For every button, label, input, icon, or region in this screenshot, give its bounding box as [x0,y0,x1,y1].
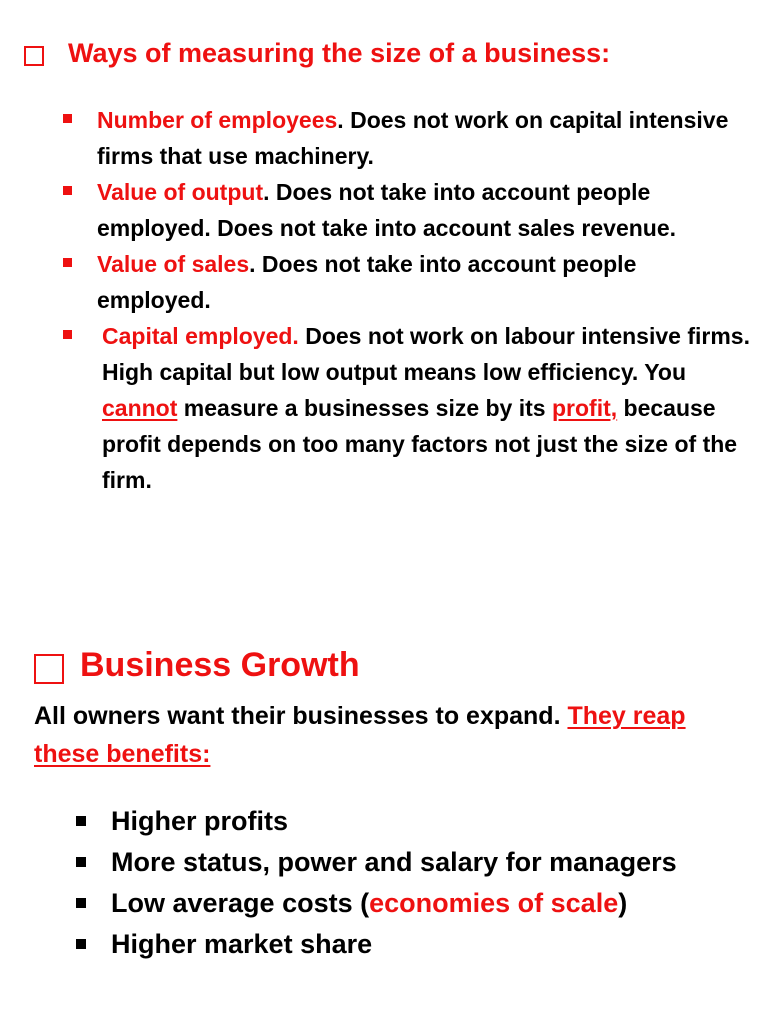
item-text: Does not take into account people employed. Does not take into account sales revenue. [97,179,677,241]
checkbox-icon [24,46,44,66]
item-text: Does not work on labour intensive firms. High capital but low output means low efficiency. You [102,323,750,385]
checkbox-icon [34,654,64,684]
section-1-heading [24,38,610,69]
growth-intro [34,697,754,773]
list-item [74,924,754,965]
square-bullet-icon [63,114,72,123]
square-bullet-icon [63,258,72,267]
square-bullet-icon [76,939,86,949]
item-text-end: because profit depends on too many factors not just the size of the firm. [102,395,738,493]
benefit-text: Low average costs ( [111,888,370,918]
square-bullet-icon [76,857,86,867]
list-item [74,883,754,924]
intro-highlight: They reap these benefits: [34,702,686,768]
list-item [60,318,750,498]
benefit-highlight: economies of scale [369,888,619,918]
intro-text: All owners want their businesses to expand. [34,702,568,730]
benefit-text-after: ) [618,888,628,918]
item-separator: . [337,107,344,133]
benefit-text: Higher profits [111,806,289,836]
list-item [60,102,750,174]
item-text: Does not work on capital intensive firms that use machinery. [97,107,729,169]
square-bullet-icon [76,898,86,908]
list-item [74,842,754,883]
benefit-text: More status, power and salary for managers [111,847,677,877]
item-term: Value of output [97,179,264,205]
item-text-continued: measure a businesses size by its [177,395,552,421]
item-term: Number of employees [97,107,338,133]
square-bullet-icon [63,186,72,195]
item-term: Value of sales [97,251,250,277]
benefit-text: Higher market share [111,929,373,959]
list-item [74,801,754,842]
square-bullet-icon [63,330,72,339]
square-bullet-icon [76,816,86,826]
section-2-heading [34,646,360,685]
list-item [60,246,750,318]
item-separator: . [249,251,256,277]
item-text: Does not take into account people employed. [97,251,637,313]
item-term: Capital employed. [102,323,299,349]
emphasis-cannot: cannot [102,395,178,421]
emphasis-profit: profit, [551,395,618,421]
section-2-title: Business Growth [80,646,360,684]
benefits-list [74,801,754,965]
item-separator: . [263,179,270,205]
section-1-title: Ways of measuring the size of a business: [68,38,611,68]
list-item [60,174,750,246]
measurement-list [60,102,750,498]
